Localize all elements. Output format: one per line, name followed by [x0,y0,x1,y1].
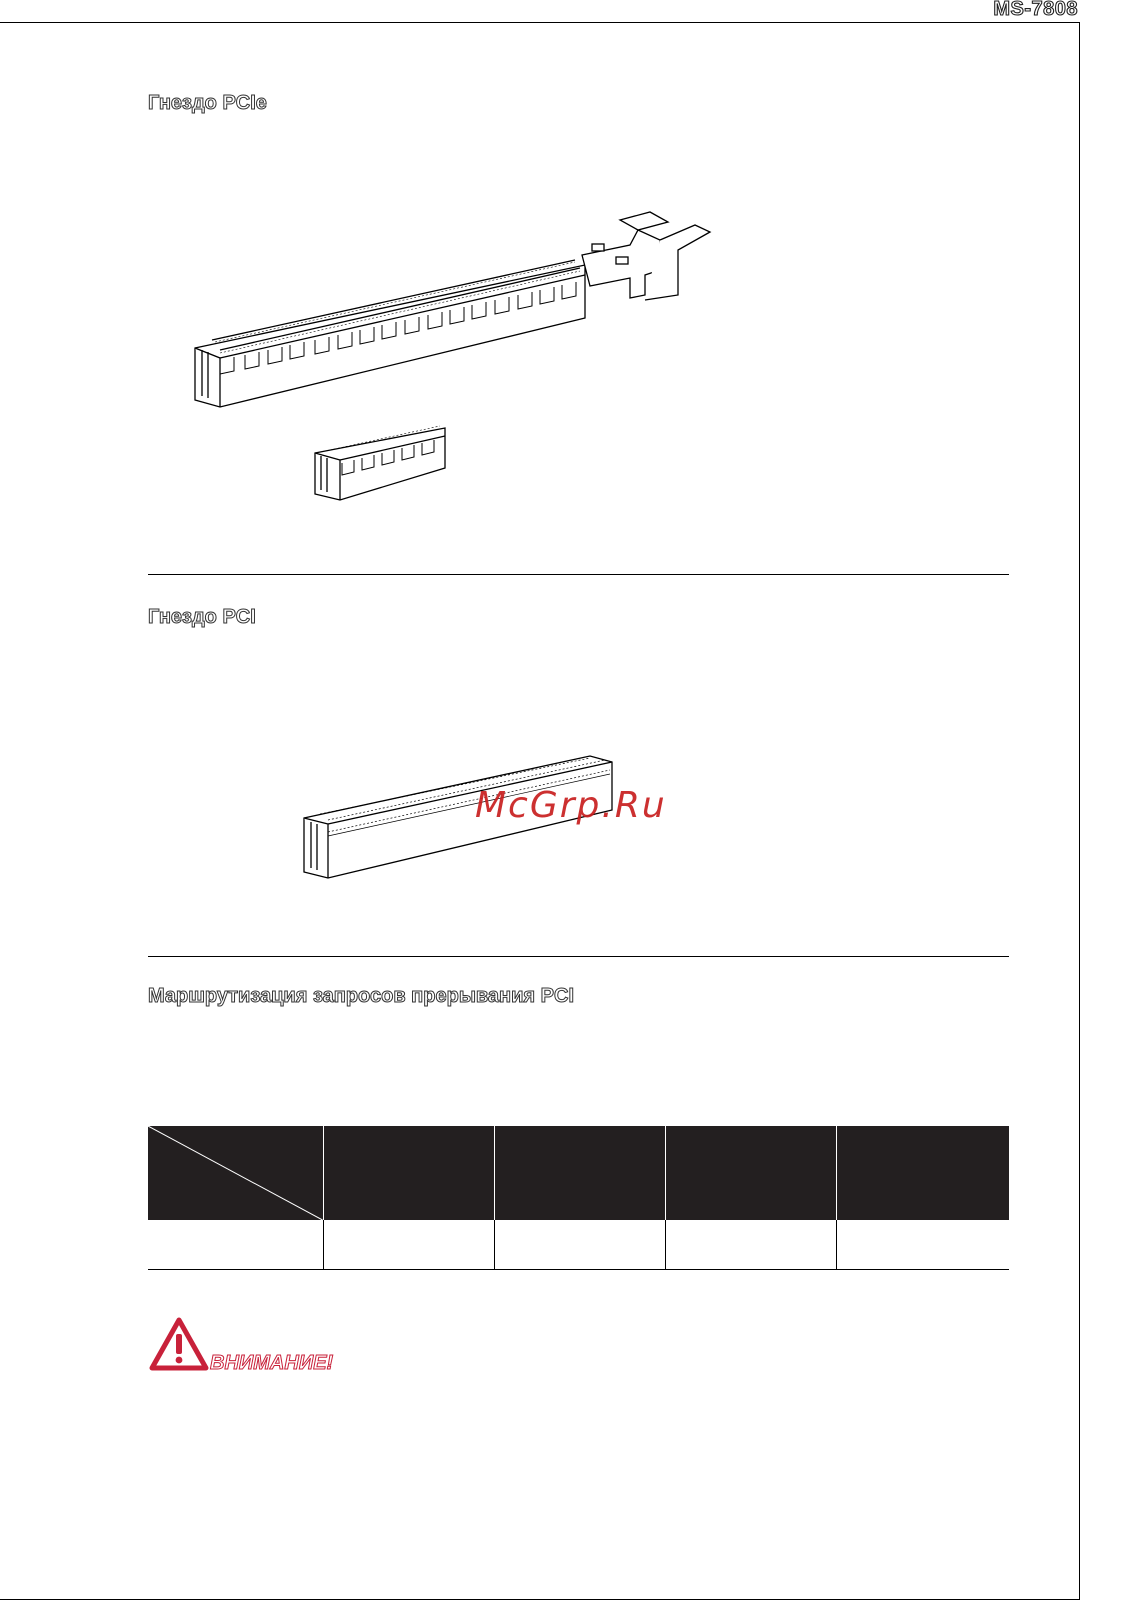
page-frame-top [0,22,1080,23]
page-frame-bottom [0,1599,1080,1600]
table-cell [836,1220,1009,1270]
pcie-slot-illustration [190,200,750,530]
diagonal-divider [148,1126,323,1220]
table-header-cell [494,1126,665,1220]
warning-label: ВНИМАНИЕ! [210,1352,334,1374]
model-number: MS-7808 [993,0,1078,20]
table-corner-cell [148,1126,323,1220]
table-header-cell [665,1126,836,1220]
watermark-text: McGrp.Ru [475,785,667,826]
table-cell [494,1220,665,1270]
pci-section-title: Гнездо PCI [148,606,256,628]
irq-section-title: Маршрутизация запросов прерывания PCI [148,985,574,1007]
irq-routing-table [148,1126,1009,1270]
warning-triangle-icon [148,1316,210,1374]
page-frame-right [1079,22,1080,1600]
table-row [148,1220,1009,1270]
table-cell [665,1220,836,1270]
pcie-section-title: Гнездо PCIe [148,92,267,114]
table-header-cell [323,1126,494,1220]
table-cell [323,1220,494,1270]
table-header-row [148,1126,1009,1220]
table-cell [148,1220,323,1270]
section-divider [148,574,1009,575]
section-divider [148,956,1009,957]
table-header-cell [836,1126,1009,1220]
